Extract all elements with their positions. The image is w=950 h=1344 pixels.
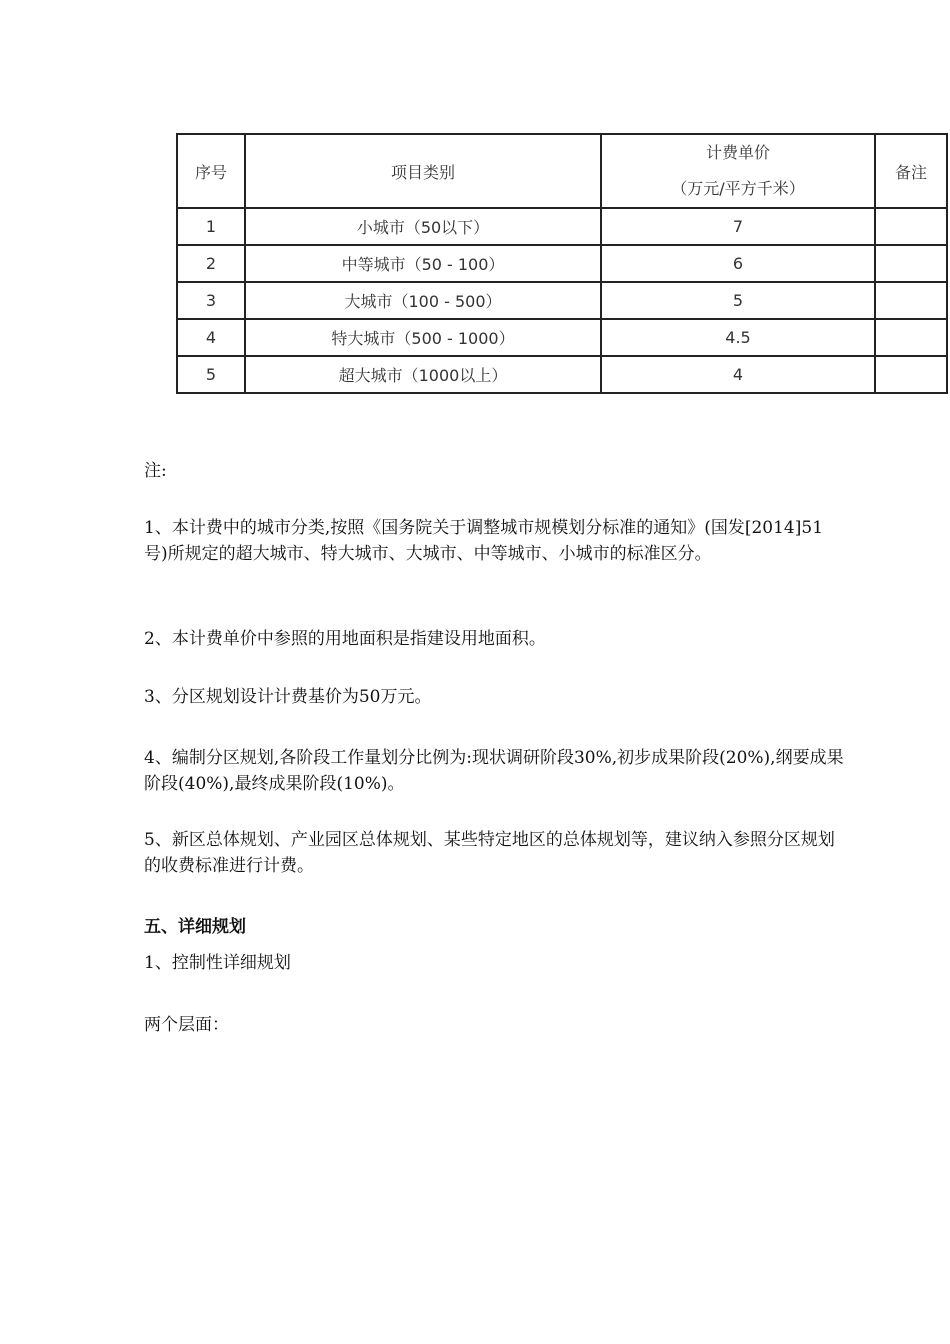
cell-price: 4 [601,356,875,393]
cell-seq: 5 [177,356,245,393]
section-title: 五、详细规划 [144,917,246,937]
table-row [177,282,947,319]
cell-remark [875,208,947,245]
section-subtitle: 1、控制性详细规划 [144,953,291,973]
cell-seq: 2 [177,245,245,282]
cell-remark [875,319,947,356]
cell-category: 中等城市（50 - 100） [245,245,601,282]
cell-seq: 4 [177,319,245,356]
section-text: 两个层面： [144,1015,229,1035]
cell-seq: 3 [177,282,245,319]
cell-category: 小城市（50以下） [245,208,601,245]
note-item-4: 4、编制分区规划,各阶段工作量划分比例为:现状调研阶段30%,初步成果阶段(20%),纲要成果阶段(40%),最终成果阶段(10%)。 [144,748,844,794]
header-remark: 备注 [875,134,947,208]
cell-remark [875,356,947,393]
cell-seq: 1 [177,208,245,245]
header-price-line1: 计费单价 [705,143,770,162]
cell-remark [875,245,947,282]
cell-category: 大城市（100 - 500） [245,282,601,319]
cell-price: 5 [601,282,875,319]
table-row [177,319,947,356]
cell-price: 7 [601,208,875,245]
cell-category: 特大城市（500 - 1000） [245,319,601,356]
header-price [601,134,875,208]
header-category: 项目类别 [245,134,601,208]
table-header-row [177,134,947,208]
fee-table [176,133,948,394]
note-item-3: 3、分区规划设计计费基价为50万元。 [144,687,432,707]
note-item-1: 1、本计费中的城市分类,按照《国务院关于调整城市规模划分标准的通知》(国发[2014]51号)所规定的超大城市、特大城市、大城市、中等城市、小城市的标准区分。 [144,518,824,564]
table-row [177,208,947,245]
header-seq: 序号 [177,134,245,208]
note-item-2: 2、本计费单价中参照的用地面积是指建设用地面积。 [144,629,546,649]
table-row [177,356,947,393]
cell-price: 4.5 [601,319,875,356]
cell-remark [875,282,947,319]
cell-price: 6 [601,245,875,282]
notes-label: 注: [144,461,167,481]
table-row [177,245,947,282]
cell-category: 超大城市（1000以上） [245,356,601,393]
header-price-line2: （万元/平方千米） [671,179,805,198]
note-item-5: 5、新区总体规划、产业园区总体规划、某些特定地区的总体规划等，建议纳入参照分区规划的收费标准进行计费。 [144,830,835,876]
